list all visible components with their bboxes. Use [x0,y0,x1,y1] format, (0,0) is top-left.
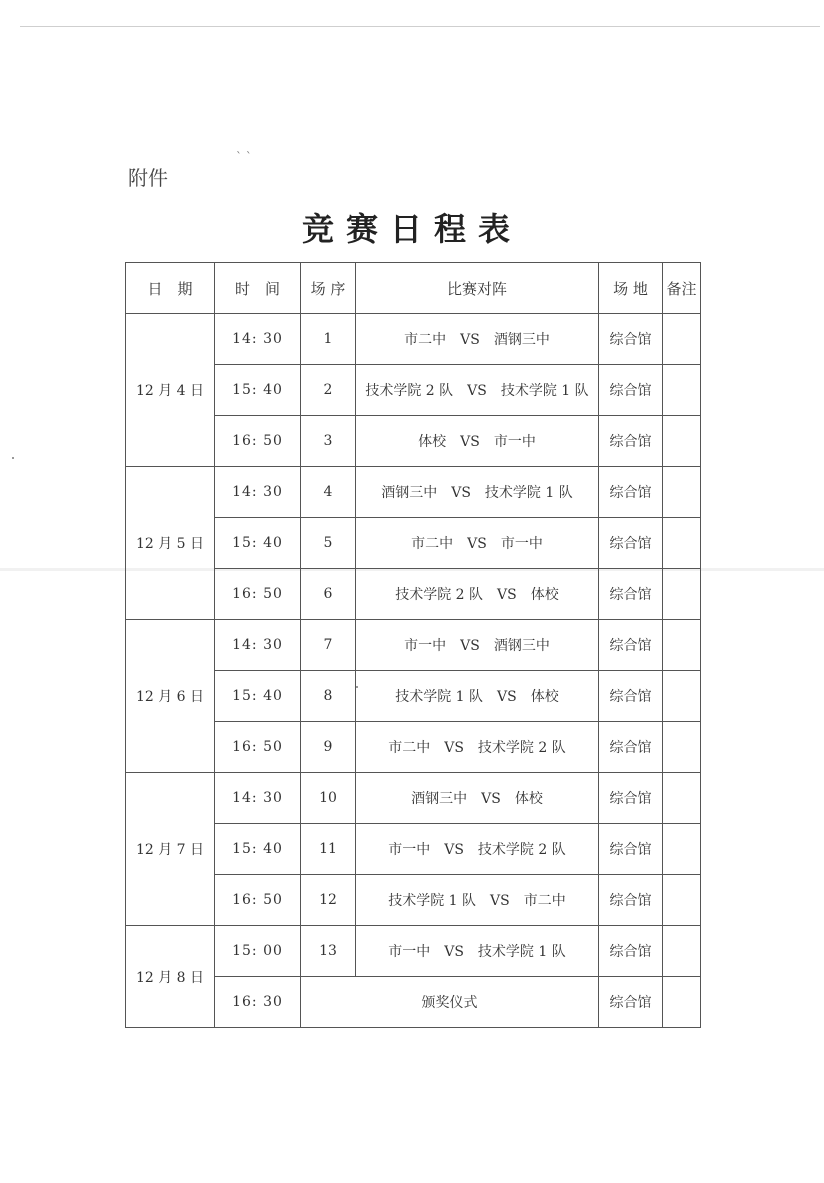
scan-marks: ` ` [236,150,252,164]
venue-cell: 综合馆 [599,773,663,824]
header-time: 时 间 [215,263,301,314]
table-row [126,620,701,671]
venue-cell: 综合馆 [599,671,663,722]
time-cell: 14: 30 [215,314,301,365]
notes-cell [663,926,701,977]
date-cell: 12 月 7 日 [126,773,215,926]
notes-cell [663,773,701,824]
match-cell: 酒钢三中 VS 技术学院 1 队 [356,467,599,518]
notes-cell [663,620,701,671]
time-cell: 15: 40 [215,671,301,722]
header-venue: 场 地 [599,263,663,314]
match-cell: 市二中 VS 市一中 [356,518,599,569]
date-cell: 12 月 6 日 [126,620,215,773]
date-cell: 12 月 5 日 [126,467,215,620]
ceremony-cell: 颁奖仪式 [301,977,599,1028]
seq-cell: 6 [301,569,356,620]
table-header-row [126,263,701,314]
seq-cell: 7 [301,620,356,671]
table-row [126,926,701,977]
match-cell: 技术学院 1 队 VS 市二中 [356,875,599,926]
seq-cell: 13 [301,926,356,977]
seq-cell: 8 [301,671,356,722]
time-cell: 14: 30 [215,467,301,518]
venue-cell: 综合馆 [599,467,663,518]
venue-cell: 综合馆 [599,314,663,365]
venue-cell: 综合馆 [599,977,663,1028]
date-cell: 12 月 8 日 [126,926,215,1028]
notes-cell [663,314,701,365]
match-cell: 市一中 VS 技术学院 1 队 [356,926,599,977]
notes-cell [663,722,701,773]
time-cell: 16: 50 [215,569,301,620]
scan-speck [12,457,14,459]
venue-cell: 综合馆 [599,824,663,875]
match-cell: 酒钢三中 VS 体校 [356,773,599,824]
venue-cell: 综合馆 [599,365,663,416]
time-cell: 14: 30 [215,620,301,671]
seq-cell: 4 [301,467,356,518]
time-cell: 16: 50 [215,416,301,467]
notes-cell [663,518,701,569]
venue-cell: 综合馆 [599,569,663,620]
notes-cell [663,416,701,467]
table-row [126,467,701,518]
venue-cell: 综合馆 [599,416,663,467]
table-row [126,773,701,824]
time-cell: 15: 40 [215,365,301,416]
time-cell: 16: 50 [215,722,301,773]
seq-cell: 2 [301,365,356,416]
match-cell: 技术学院 1 队 VS 体校 [356,671,599,722]
time-cell: 14: 30 [215,773,301,824]
notes-cell [663,875,701,926]
seq-cell: 9 [301,722,356,773]
match-cell: 体校 VS 市一中 [356,416,599,467]
match-cell: 市二中 VS 酒钢三中 [356,314,599,365]
header-seq: 场 序 [301,263,356,314]
time-cell: 15: 40 [215,824,301,875]
notes-cell [663,671,701,722]
seq-cell: 12 [301,875,356,926]
scan-edge-line [20,26,820,27]
seq-cell: 11 [301,824,356,875]
match-cell: 市二中 VS 技术学院 2 队 [356,722,599,773]
venue-cell: 综合馆 [599,722,663,773]
venue-cell: 综合馆 [599,926,663,977]
notes-cell [663,977,701,1028]
seq-cell: 5 [301,518,356,569]
venue-cell: 综合馆 [599,620,663,671]
page-title: 竞赛日程表 [301,210,522,248]
seq-cell: 10 [301,773,356,824]
match-cell: 市一中 VS 酒钢三中 [356,620,599,671]
venue-cell: 综合馆 [599,875,663,926]
header-date: 日 期 [126,263,215,314]
schedule-table [125,262,701,1028]
time-cell: 15: 00 [215,926,301,977]
attachment-label: 附件 [128,166,168,190]
venue-cell: 综合馆 [599,518,663,569]
header-match: 比赛对阵 [356,263,599,314]
notes-cell [663,365,701,416]
header-notes: 备注 [663,263,701,314]
notes-cell [663,569,701,620]
match-cell: 市一中 VS 技术学院 2 队 [356,824,599,875]
time-cell: 15: 40 [215,518,301,569]
seq-cell: 3 [301,416,356,467]
seq-cell: 1 [301,314,356,365]
table-row [126,314,701,365]
match-cell: 技术学院 2 队 VS 体校 [356,569,599,620]
notes-cell [663,467,701,518]
time-cell: 16: 30 [215,977,301,1028]
time-cell: 16: 50 [215,875,301,926]
date-cell: 12 月 4 日 [126,314,215,467]
match-cell: 技术学院 2 队 VS 技术学院 1 队 [356,365,599,416]
notes-cell [663,824,701,875]
